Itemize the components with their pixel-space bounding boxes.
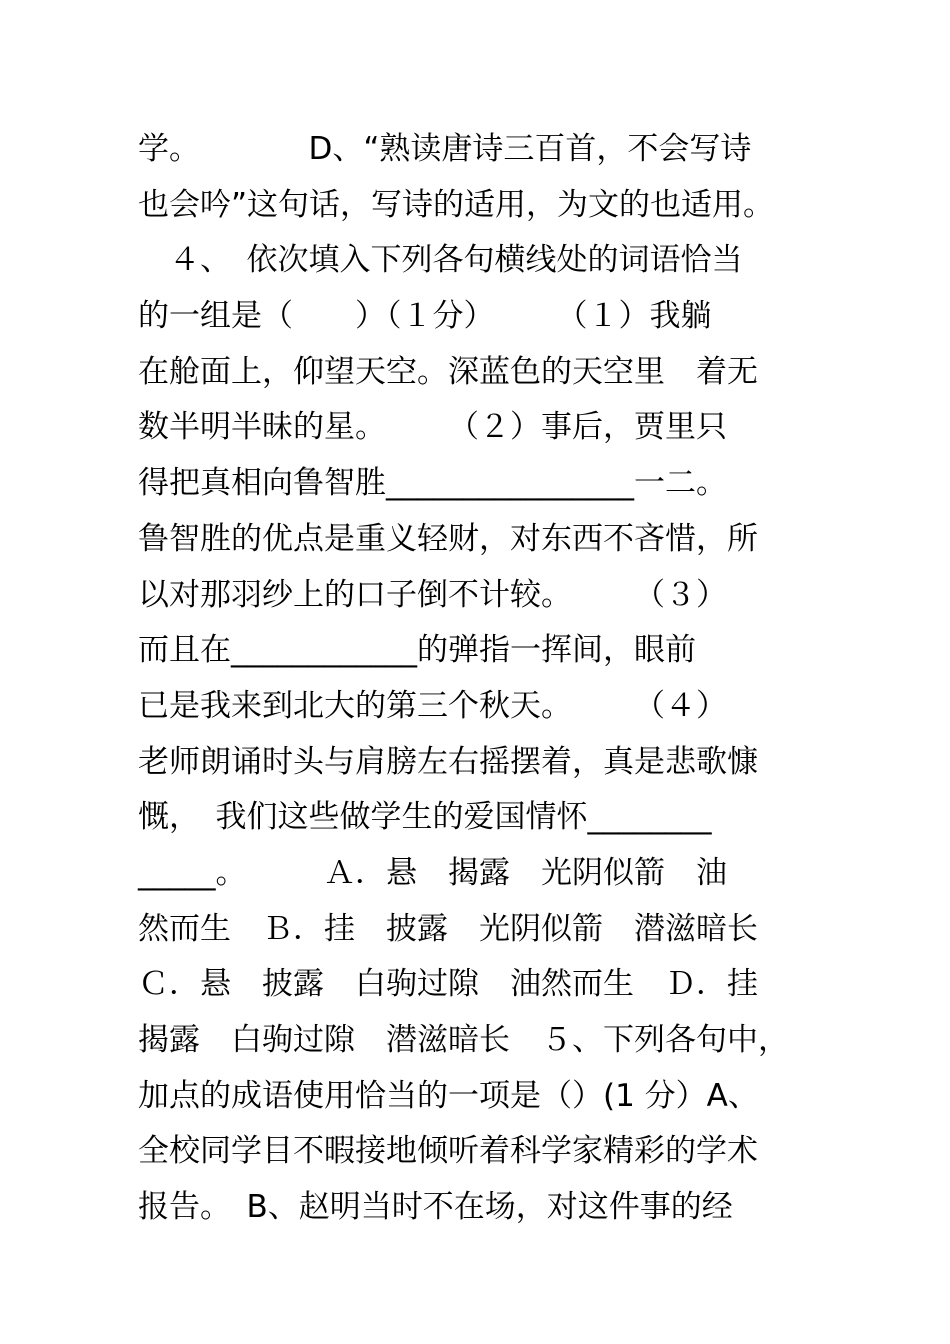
text-line: 鲁智胜的优点是重义轻财，对东西不吝惜，所: [138, 520, 758, 557]
text-line: _____。 Ａ．悬 揭露 光阴似箭 油: [138, 854, 727, 891]
text-line: 然而生 Ｂ．挂 披露 光阴似箭 潜滋暗长: [138, 910, 758, 947]
text-line: 以对那羽纱上的口子倒不计较。 （３）: [138, 576, 727, 613]
text-line: ４、 依次填入下列各句横线处的词语恰当: [138, 242, 743, 279]
text-line: 老师朗诵时头与肩膀左右摇摆着，真是悲歌慷: [138, 743, 758, 780]
text-line: 慨， 我们这些做学生的爱国情怀________: [138, 799, 712, 836]
text-line: 得把真相向鲁智胜________________一二。: [138, 465, 727, 502]
text-line: 数半明半昧的星。 （２）事后，贾里只: [138, 409, 727, 446]
document-body: [138, 122, 838, 1236]
text-line: 也会吟”这句话，写诗的适用，为文的也适用。: [138, 186, 775, 223]
text-line: 而且在____________的弹指一挥间，眼前: [138, 632, 696, 669]
text-line: 全校同学目不暇接地倾听着科学家精彩的学术: [138, 1133, 758, 1170]
text-line: 学。 D、“熟读唐诗三百首，不会写诗: [138, 131, 752, 167]
text-line: 报告。 B、赵明当时不在场，对这件事的经: [138, 1189, 733, 1226]
text-line: 已是我来到北大的第三个秋天。 （４）: [138, 687, 727, 724]
text-line: Ｃ．悬 披露 白驹过隙 油然而生 Ｄ．挂: [138, 966, 758, 1003]
text-line: 加点的成语使用恰当的一项是（）(1 分）A、: [138, 1077, 759, 1114]
text-line: 的一组是（ ）（１分） （１）我躺: [138, 298, 712, 335]
text-line: 揭露 白驹过隙 潜滋暗长 ５、下列各句中，: [138, 1022, 789, 1058]
text-line: 在舱面上，仰望天空。深蓝色的天空里 着无: [138, 353, 758, 390]
